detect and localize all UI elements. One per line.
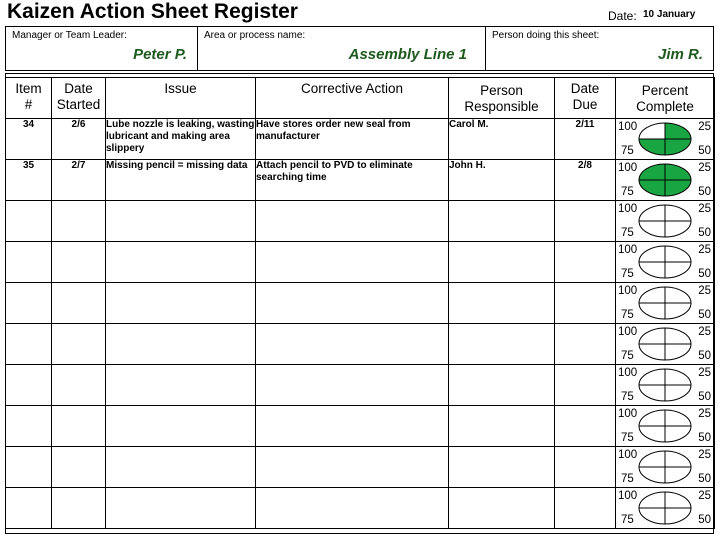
person-box [485,26,714,71]
row-date-due[interactable] [555,283,616,324]
percent-label-50: 50 [698,227,711,239]
row-corrective-action[interactable] [256,365,449,406]
percent-label-75: 75 [621,514,634,526]
row-issue[interactable] [106,365,256,406]
page-title: Kaizen Action Sheet Register [7,0,298,23]
percent-label-50: 50 [698,391,711,403]
row-item-number[interactable] [6,488,52,529]
percent-label-25: 25 [698,326,711,338]
percent-label-100: 100 [618,367,638,379]
row-item-number[interactable]: 34 [6,119,52,160]
percent-label-100: 100 [618,326,638,338]
col-item: Item # [6,78,52,119]
row-item-number[interactable] [6,283,52,324]
date-label: Date: [608,9,637,23]
row-date-due[interactable] [555,324,616,365]
row-corrective-action[interactable] [256,242,449,283]
percent-pie [637,367,693,403]
table-header-row [6,78,715,119]
row-person-responsible[interactable] [449,324,555,365]
percent-label-25: 25 [698,244,711,256]
row-date-due[interactable] [555,447,616,488]
row-person-responsible[interactable] [449,488,555,529]
row-percent-complete[interactable] [616,488,715,529]
row-person-responsible[interactable] [449,201,555,242]
percent-label-25: 25 [698,367,711,379]
row-date-due[interactable]: 2/11 [555,119,616,160]
percent-label-75: 75 [621,350,634,362]
row-item-number[interactable] [6,365,52,406]
row-corrective-action[interactable]: Have stores order new seal from manufacturer [256,119,449,160]
row-percent-complete[interactable] [616,242,715,283]
row-issue[interactable]: Missing pencil = missing data [106,160,256,201]
percent-pie [637,285,693,321]
col-person-responsible: Person Responsible [449,78,555,119]
percent-pie [637,121,693,157]
table-row [6,242,715,283]
percent-label-50: 50 [698,186,711,198]
percent-label-75: 75 [621,473,634,485]
percent-label-25: 25 [698,449,711,461]
table-row [6,488,715,529]
percent-label-50: 50 [698,309,711,321]
area-value[interactable]: Assembly Line 1 [348,46,467,63]
table-row [6,447,715,488]
percent-label-50: 50 [698,432,711,444]
row-date-due[interactable] [555,242,616,283]
percent-label-75: 75 [621,268,634,280]
manager-label: Manager or Team Leader: [12,30,127,41]
table-row [6,406,715,447]
person-label: Person doing this sheet: [492,30,600,41]
percent-pie [637,162,693,198]
row-date-started[interactable] [52,242,106,283]
percent-label-50: 50 [698,350,711,362]
row-person-responsible[interactable] [449,283,555,324]
percent-label-100: 100 [618,449,638,461]
row-percent-complete[interactable] [616,406,715,447]
row-issue[interactable] [106,406,256,447]
table-row [6,119,715,160]
percent-label-50: 50 [698,268,711,280]
row-date-due[interactable] [555,488,616,529]
row-date-started[interactable] [52,365,106,406]
table-row [6,283,715,324]
percent-label-75: 75 [621,186,634,198]
row-person-responsible[interactable] [449,406,555,447]
col-date-due: Date Due [555,78,616,119]
row-date-due[interactable] [555,201,616,242]
percent-label-100: 100 [618,244,638,256]
row-date-due[interactable]: 2/8 [555,160,616,201]
row-issue[interactable]: Lube nozzle is leaking, wasting lubricant and making area slippery [106,119,256,160]
row-date-due[interactable] [555,406,616,447]
percent-label-75: 75 [621,391,634,403]
row-corrective-action[interactable] [256,283,449,324]
row-issue[interactable] [106,201,256,242]
area-label: Area or process name: [204,30,306,41]
row-date-started[interactable]: 2/7 [52,160,106,201]
manager-box [5,26,198,71]
percent-label-100: 100 [618,490,638,502]
table-row [6,365,715,406]
percent-label-100: 100 [618,121,638,133]
row-corrective-action[interactable] [256,447,449,488]
row-issue[interactable] [106,283,256,324]
percent-label-25: 25 [698,408,711,420]
percent-pie [637,203,693,239]
row-corrective-action[interactable] [256,201,449,242]
row-percent-complete[interactable] [616,283,715,324]
row-item-number[interactable] [6,406,52,447]
row-person-responsible[interactable]: John H. [449,160,555,201]
percent-label-75: 75 [621,145,634,157]
percent-label-50: 50 [698,514,711,526]
percent-label-25: 25 [698,490,711,502]
row-corrective-action[interactable] [256,324,449,365]
percent-pie [637,490,693,526]
row-issue[interactable] [106,447,256,488]
row-percent-complete[interactable] [616,447,715,488]
percent-pie [637,326,693,362]
row-issue[interactable] [106,324,256,365]
percent-pie [637,449,693,485]
col-date-started: Date Started [52,78,106,119]
row-person-responsible[interactable] [449,365,555,406]
area-box [197,26,486,71]
row-issue[interactable] [106,488,256,529]
percent-label-100: 100 [618,408,638,420]
row-date-started[interactable] [52,324,106,365]
percent-label-25: 25 [698,285,711,297]
percent-pie [637,408,693,444]
col-corrective-action: Corrective Action [256,78,449,119]
percent-label-100: 100 [618,203,638,215]
row-person-responsible[interactable] [449,447,555,488]
row-date-started[interactable] [52,201,106,242]
row-corrective-action[interactable] [256,406,449,447]
col-issue: Issue [106,78,256,119]
row-date-started[interactable] [52,283,106,324]
row-date-started[interactable] [52,447,106,488]
register-table [5,77,715,529]
row-issue[interactable] [106,242,256,283]
person-value[interactable]: Jim R. [657,46,703,63]
percent-label-100: 100 [618,162,638,174]
row-date-due[interactable] [555,365,616,406]
row-item-number[interactable] [6,324,52,365]
date-value: 10 January [643,9,696,20]
percent-label-75: 75 [621,227,634,239]
percent-label-25: 25 [698,121,711,133]
percent-label-75: 75 [621,432,634,444]
row-percent-complete[interactable] [616,160,715,201]
percent-label-50: 50 [698,145,711,157]
row-date-started[interactable]: 2/6 [52,119,106,160]
percent-label-75: 75 [621,309,634,321]
row-percent-complete[interactable] [616,201,715,242]
row-corrective-action[interactable]: Attach pencil to PVD to eliminate searching time [256,160,449,201]
row-percent-complete[interactable] [616,119,715,160]
row-percent-complete[interactable] [616,324,715,365]
row-date-started[interactable] [52,488,106,529]
manager-value[interactable]: Peter P. [133,46,187,63]
percent-label-100: 100 [618,285,638,297]
table-row [6,324,715,365]
row-corrective-action[interactable] [256,488,449,529]
table-row [6,201,715,242]
row-person-responsible[interactable]: Carol M. [449,119,555,160]
row-date-started[interactable] [52,406,106,447]
row-item-number[interactable] [6,447,52,488]
row-item-number[interactable] [6,201,52,242]
percent-label-25: 25 [698,162,711,174]
row-person-responsible[interactable] [449,242,555,283]
percent-label-25: 25 [698,203,711,215]
row-item-number[interactable]: 35 [6,160,52,201]
row-item-number[interactable] [6,242,52,283]
row-percent-complete[interactable] [616,365,715,406]
percent-label-50: 50 [698,473,711,485]
percent-pie [637,244,693,280]
table-row [6,160,715,201]
col-percent-complete: Percent Complete [616,78,715,119]
